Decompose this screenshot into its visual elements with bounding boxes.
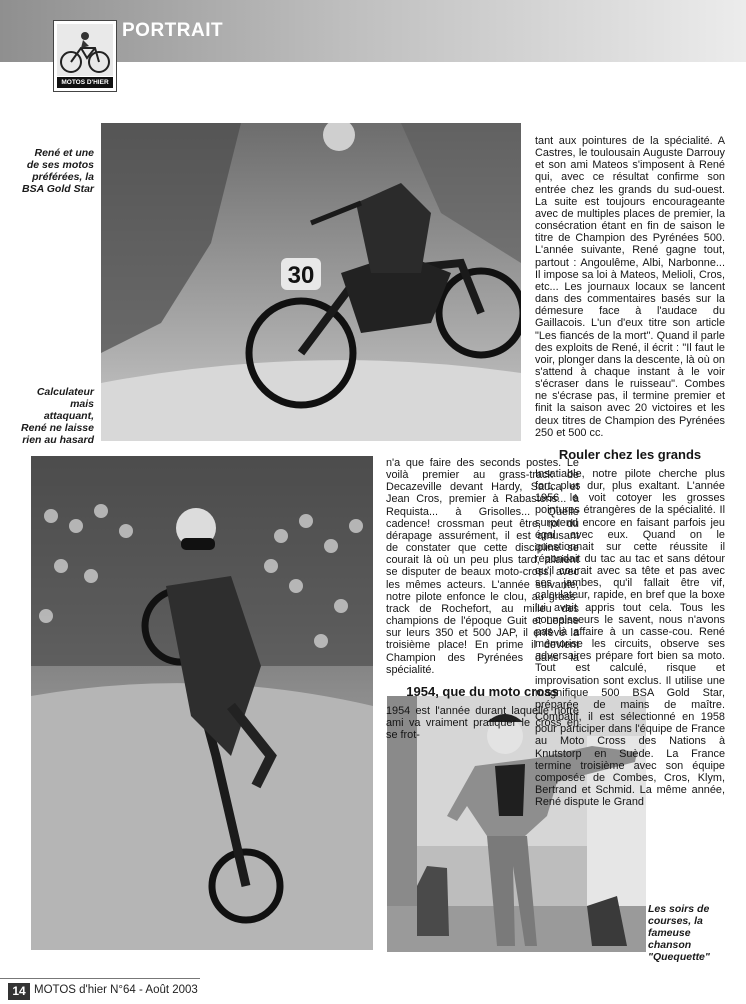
article-paragraph: Insatiable, notre pilote cherche plus fort, plus dur, plus exaltant. L'année 1956 le voit cotoyer les grosses pointures étrangères de la spécialité. Il surprend encore en faisant parfois jeu égal avec eux. Quand on le questionnait sur cette réussite il répondait du tac au tac et sans détour qu'il courait avec sa tête et pas avec ses jambes, qu'il fallait être vif, calculateur, rapide, en bref que la boxe lui avait appris tout cela. Tous les connaisseurs le savent, nous n'avons pas là affaire à un casse-cou. René mémorise les circuits, observe ses adversaires prépare fort bien sa moto. Tout est calculé, risque et improvisation sont exclus. Il utilise une magnifique 500 BSA Gold Star, préparée de mains de maître. Combatif, il est sélectionné en 1958 pour participer dans l'équipe de France au Moto Cross des Nations à Knutstorp en Suède. La France termine troisième avec son équipe composée de Combes, Cros, Klym, Bertrand et Schmid. La même année, René dispute le Grand [535,467,725,809]
article-paragraph: n'a que faire des seconds postes. Le voilà premier au grass-track de Decazeville devant Hardy, Sauca et Jean Cros, premier à Rabastens... à Requista... à Grisolles... Quelle cadence! crossman peut être, roi du dérapage assurément, il est amusant de constater que cette discipline se courait là où un peu plus tard, allaient se disputer de beaux moto-cross, avec les mêmes acteurs. L'année suivante, notre pilote enfonce le clou, au grass-track de Rochefort, au milieu des champions de l'époque Guit et Lepine sur leurs 350 et 500 JAP, il enlève la troisième place! En prime il devient Champion des Pyrénées dans la spécialité. [386,457,579,676]
subheading-1954: 1954, que du moto cross [406,683,559,699]
caption-middle-photo: Calculateur mais attaquant, René ne laisse rien au hasard [21,386,94,446]
article-column-right [535,135,725,808]
logo-motorcycle-illustration [57,24,113,76]
footer-rule [0,978,200,979]
article-paragraph: 1954 est l'année durant laquelle notre ami va vraiment pratiquer le cross en se frot- [386,704,579,742]
logo-label: MOTOS D'HIER [57,77,113,88]
footer-magazine-issue: MOTOS d'hier N°64 - Août 2003 [34,984,198,996]
caption-top-photo: René et une de ses motos préférées, la BSA Gold Star [22,147,94,195]
subheading-rouler-chez-les-grands: Rouler chez les grands [558,446,702,462]
photo-rider-bsa-gold-star [101,123,521,441]
photo-rider-wheelie-crowd [31,456,373,950]
article-paragraph: tant aux pointures de la spécialité. A Castres, le toulousain Auguste Darrouy et son ami Mateos s'imposent à René qui, avec ce résultat confirme son entrée chez les grands du sud-ouest. La suite est toujours encourageante avec de multiples places de premier, la consécration étant en fin de saison le titre de Champion des Pyrénées 500. L'année suivante, René gagne tout, partout : Angoulême, Albi, Narbonne... Il impose sa loi à Mateos, Melioli, Cros, etc... Les journaux locaux se lancent dans des commentaires basés sur la démesure face à l'audace du Gaillacois. L'un d'eux titre son article "Les fiancés de la mort". Quand il parle des exploits de René, il écrit : "Il faut le voir, plonger dans la descente, là où on s'attend à chaque instant à le voir s'écraser dans le ruisseau". Combes ne s'écrase pas, il termine premier et finit la saison avec 20 victoires et les deux titres de Champion des Pyrénées 250 et 500 cc. [535,135,725,439]
caption-bottom-photo: Les soirs de courses, la fameuse chanson "Quequette" [648,903,710,963]
magazine-logo [53,20,117,92]
race-number-plate: 30 [287,262,315,289]
section-title: PORTRAIT [122,20,224,41]
page-number: 14 [8,983,30,1000]
